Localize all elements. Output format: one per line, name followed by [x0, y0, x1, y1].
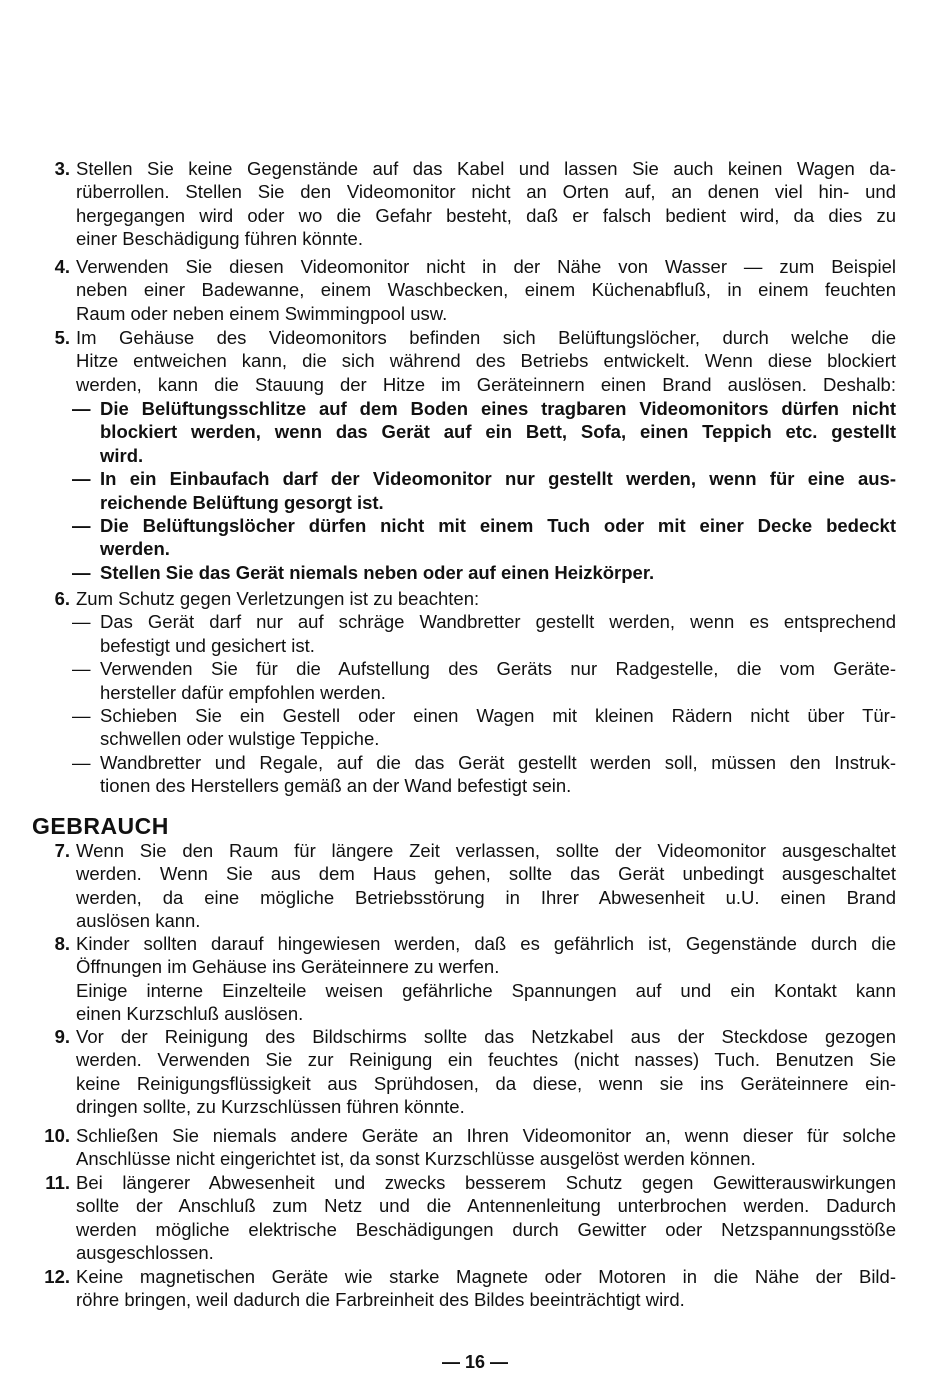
item-text-line: Stellen Sie keine Gegenstände auf das Kabel und lassen Sie auch keinen Wagen da- [76, 158, 896, 179]
item-number: 4. [54, 256, 70, 277]
item-number: 8. [54, 933, 70, 954]
item-text-line: Vor der Reinigung des Bildschirms sollte das Netzkabel aus der Steckdose gezogen [76, 1026, 896, 1047]
list-item-5 [36, 326, 896, 396]
item-text-line: werden. Wenn Sie aus dem Haus gehen, sollte das Gerät unbedingt ausgeschaltet [76, 863, 896, 885]
item-text-line: werden. Verwenden Sie zur Reinigung ein feuchtes (nicht nasses) Tuch. Benutzen Sie [76, 1049, 896, 1071]
dash-bullet: — [72, 705, 91, 727]
item-number: 3. [54, 158, 70, 179]
sub-item-text-line: wird. [100, 444, 144, 466]
item-number: 11. [45, 1172, 70, 1193]
item-text-line: werden mögliche elektrische Beschädigungen durch Gewitter oder Netzspannungsstöße [76, 1218, 896, 1240]
item-text-line: Wenn Sie den Raum für längere Zeit verlassen, sollte der Videomonitor ausgeschaltet [76, 840, 896, 861]
item-text-line: werden, da eine mögliche Betriebsstörung in Ihrer Abwesenheit u.U. einen Brand [76, 886, 896, 908]
dash-bullet: — [72, 751, 91, 773]
sub-item-text-line: tionen des Herstellers gemäß an der Wand befestigt sein. [100, 775, 572, 797]
sub-item [72, 751, 896, 798]
sub-item-text-line: blockiert werden, wenn das Gerät auf ein Bett, Sofa, einen Teppich etc. gestellt [100, 421, 896, 443]
item-text-line: hergegangen wird oder wo die Gefahr besteht, daß er falsch bedient wird, da dies zu [76, 204, 896, 226]
dash-bullet: — [72, 561, 91, 583]
sub-item-text-line: In ein Einbaufach darf der Videomonitor nur gestellt werden, wenn für eine aus- [100, 468, 896, 490]
list-item-12 [36, 1265, 896, 1312]
sub-item [72, 657, 896, 704]
item-text-line: Öffnungen im Gehäuse ins Geräteinnere zu werfen. [76, 956, 500, 978]
sub-item [72, 610, 896, 657]
sub-item [72, 704, 896, 751]
item-text-line: dringen sollte, zu Kurzschlüssen führen könnte. [76, 1096, 465, 1118]
sub-item-text-line: reichende Belüftung gesorgt ist. [100, 491, 384, 513]
list-item-8 [36, 932, 896, 1026]
item-text-line: rüberrollen. Stellen Sie den Videomonitor nicht an Orten auf, an denen viel hin- und [76, 181, 896, 203]
list-item-3 [36, 157, 896, 251]
item-text-line: Raum oder neben einem Swimmingpool usw. [76, 302, 448, 324]
item-text-line: röhre bringen, weil dadurch die Farbreinheit des Bildes beeinträchtigt wird. [76, 1289, 685, 1311]
list-item-4 [36, 255, 896, 325]
list-item-9 [36, 1025, 896, 1119]
item-text-line: sollte der Anschluß zum Netz und die Antennenleitung unterbrochen werden. Dadurch [76, 1195, 896, 1217]
item-text-line: ausgeschlossen. [76, 1242, 214, 1264]
sub-list-item-5 [36, 397, 896, 584]
sub-item [72, 467, 896, 514]
dash-bullet: — [72, 611, 91, 633]
item-text-line: keine Reinigungsflüssigkeit aus Sprühdosen, da diese, wenn sie ins Geräteinnere ein- [76, 1072, 896, 1094]
sub-item [72, 561, 896, 584]
page-number: — 16 — [441, 1352, 509, 1372]
item-number: 12. [44, 1266, 70, 1287]
list-item-6 [36, 587, 896, 798]
item-text-line: Im Gehäuse des Videomonitors befinden sich Belüftungslöcher, durch welche die [76, 327, 896, 348]
sub-item-text-line: Die Belüftungsschlitze auf dem Boden eines tragbaren Videomonitors dürfen nicht [100, 398, 896, 419]
list-item-11 [36, 1171, 896, 1265]
sub-item-text-line: werden. [100, 538, 170, 560]
dash-bullet: — [72, 658, 91, 680]
item-number: 10. [44, 1125, 70, 1146]
item-text-line: Bei längerer Abwesenheit und zwecks besserem Schutz gegen Gewitterauswirkungen [76, 1172, 896, 1193]
item-number: 6. [54, 588, 70, 609]
sub-item-text-line: befestigt und gesichert ist. [100, 634, 315, 656]
item-number: 9. [54, 1026, 70, 1047]
sub-item-text-line: Die Belüftungslöcher dürfen nicht mit einem Tuch oder mit einer Decke bedeckt [100, 515, 896, 537]
sub-item-text-line: Verwenden Sie für die Aufstellung des Geräts nur Radgestelle, die vom Geräte- [100, 658, 896, 680]
sub-item-text-line: Stellen Sie das Gerät niemals neben oder auf einen Heizkörper. [100, 561, 655, 583]
list-item-7 [36, 839, 896, 933]
sub-item-text-line: schwellen oder wulstige Teppiche. [100, 728, 380, 750]
sub-item [72, 397, 896, 467]
item-text-line: neben einer Badewanne, einem Waschbecken, einem Küchenabfluß, in einem feuchten [76, 279, 896, 301]
item-text-line: Zum Schutz gegen Verletzungen ist zu beachten: [76, 588, 480, 609]
dash-bullet: — [72, 515, 91, 537]
dash-bullet: — [72, 398, 91, 419]
item-text-line: werden, kann die Stauung der Hitze im Geräteinnern einen Brand auslösen. Deshalb: [76, 373, 896, 395]
item-text-line: Einige interne Einzelteile weisen gefährliche Spannungen auf und ein Kontakt kann [76, 979, 896, 1001]
sub-item [72, 514, 896, 561]
sub-item-text-line: hersteller dafür empfohlen werden. [100, 681, 386, 703]
item-text-line: Verwenden Sie diesen Videomonitor nicht in der Nähe von Wasser — zum Beispiel [76, 256, 896, 277]
list-item-10 [36, 1124, 896, 1171]
section-heading: GEBRAUCH [32, 813, 169, 839]
dash-bullet: — [72, 468, 91, 490]
sub-item-text-line: Das Gerät darf nur auf schräge Wandbretter gestellt werden, wenn es entsprechend [100, 611, 896, 633]
item-text-line: Hitze entweichen kann, die sich während des Betriebs entwickelt. Wenn diese blockiert [76, 350, 896, 372]
item-text-line: Anschlüsse nicht eingerichtet ist, da sonst Kurzschlüsse ausgelöst werden können. [76, 1148, 756, 1170]
item-text-line: Kinder sollten darauf hingewiesen werden, daß es gefährlich ist, Gegenstände durch die [76, 933, 896, 954]
item-text-line: einen Kurzschluß auslösen. [76, 1003, 304, 1025]
item-number: 7. [54, 840, 70, 861]
item-text-line: Schließen Sie niemals andere Geräte an Ihren Videomonitor an, wenn dieser für solche [76, 1125, 896, 1146]
sub-item-text-line: Wandbretter und Regale, auf die das Gerät gestellt werden soll, müssen den Instruk- [100, 751, 896, 773]
item-number: 5. [54, 327, 70, 348]
item-text-line: einer Beschädigung führen könnte. [76, 228, 363, 250]
item-text-line: Keine magnetischen Geräte wie starke Magnete oder Motoren in die Nähe der Bild- [76, 1266, 896, 1287]
sub-item-text-line: Schieben Sie ein Gestell oder einen Wagen mit kleinen Rädern nicht über Tür- [100, 705, 896, 727]
item-text-line: auslösen kann. [76, 910, 201, 932]
